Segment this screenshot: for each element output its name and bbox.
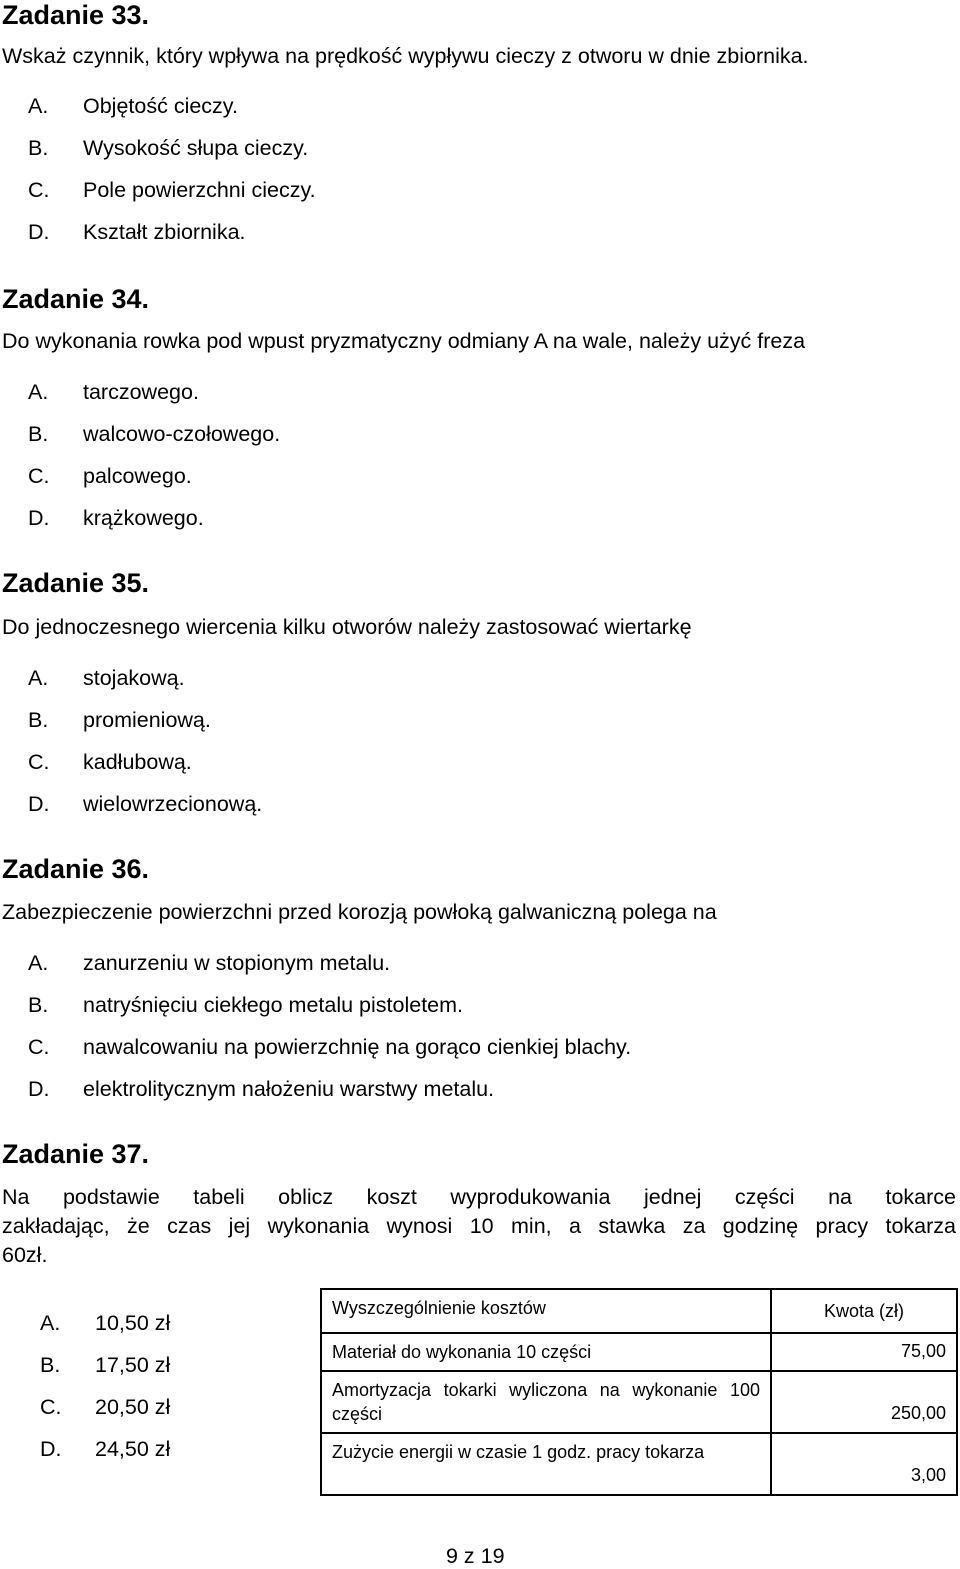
option-letter: D.	[28, 220, 50, 244]
task-35-question: Do jednoczesnego wiercenia kilku otworów należy zastosować wiertarkę	[2, 615, 692, 639]
question-line: Na podstawie tabeli oblicz koszt wyprodukowania jednej części na tokarce	[2, 1185, 956, 1209]
table-header-item: Wyszczególnienie kosztów	[321, 1289, 771, 1333]
task-34-title: Zadanie 34.	[2, 284, 150, 314]
option-letter: A.	[28, 94, 49, 118]
option-letter: D.	[28, 792, 50, 816]
option-letter: C.	[40, 1395, 62, 1419]
option-text: Kształt zbiornika.	[83, 220, 246, 244]
task-35-title: Zadanie 35.	[2, 568, 150, 598]
task-36-question: Zabezpieczenie powierzchni przed korozją powłoką galwaniczną polega na	[2, 900, 717, 924]
option-text: kadłubową.	[83, 750, 192, 774]
option-letter: B.	[28, 422, 49, 446]
option-letter: A.	[28, 380, 49, 404]
table-row	[321, 1371, 957, 1433]
option-text: palcowego.	[83, 464, 192, 488]
option-letter: C.	[28, 1035, 50, 1059]
table-row	[321, 1433, 957, 1495]
task-36-title: Zadanie 36.	[2, 854, 150, 884]
table-cell-item: Amortyzacja tokarki wyliczona na wykonanie 100 części	[321, 1371, 771, 1433]
table-cell-item: Materiał do wykonania 10 części	[321, 1333, 771, 1371]
table-row	[321, 1333, 957, 1371]
option-letter: B.	[28, 708, 49, 732]
option-text: zanurzeniu w stopionym metalu.	[83, 951, 391, 975]
option-text: 17,50 zł	[95, 1353, 171, 1377]
option-text: 20,50 zł	[95, 1395, 171, 1419]
option-text: tarczowego.	[83, 380, 199, 404]
option-text: 24,50 zł	[95, 1437, 171, 1461]
option-text: natryśnięciu ciekłego metalu pistoletem.	[83, 993, 464, 1017]
option-letter: C.	[28, 750, 50, 774]
task-37-question	[2, 1183, 956, 1270]
option-text: walcowo-czołowego.	[83, 422, 281, 446]
option-letter: D.	[40, 1437, 62, 1461]
option-letter: A.	[28, 951, 49, 975]
option-text: nawalcowaniu na powierzchnię na gorąco cienkiej blachy.	[83, 1035, 632, 1059]
option-text: Wysokość słupa cieczy.	[83, 136, 309, 160]
question-line: zakładając, że czas jej wykonania wynosi 10 min, a stawka za godzinę pracy tokarza	[2, 1214, 956, 1238]
table-cell-amount: 3,00	[771, 1433, 957, 1495]
option-text: 10,50 zł	[95, 1311, 171, 1335]
table-cell-amount: 75,00	[771, 1333, 957, 1371]
option-text: elektrolitycznym nałożeniu warstwy metalu.	[83, 1077, 495, 1101]
option-text: krążkowego.	[83, 506, 204, 530]
task-34-question: Do wykonania rowka pod wpust pryzmatyczny odmiany A na wale, należy użyć freza	[2, 329, 806, 353]
task-37-title: Zadanie 37.	[2, 1139, 150, 1169]
option-text: wielowrzecionową.	[83, 792, 263, 816]
option-letter: C.	[28, 464, 50, 488]
option-letter: C.	[28, 178, 50, 202]
cost-table	[320, 1288, 958, 1496]
option-letter: A.	[28, 666, 49, 690]
table-cell-amount: 250,00	[771, 1371, 957, 1433]
option-letter: B.	[28, 136, 49, 160]
table-header-row	[321, 1289, 957, 1333]
option-text: Pole powierzchni cieczy.	[83, 178, 316, 202]
page-number: 9 z 19	[446, 1544, 505, 1568]
option-letter: D.	[28, 1077, 50, 1101]
option-letter: B.	[40, 1353, 61, 1377]
task-33-title: Zadanie 33.	[2, 0, 150, 30]
question-line: 60zł.	[2, 1243, 48, 1267]
option-text: stojakową.	[83, 666, 185, 690]
option-text: promieniową.	[83, 708, 211, 732]
task-33-question: Wskaż czynnik, który wpływa na prędkość wypływu cieczy z otworu w dnie zbiornika.	[2, 44, 809, 68]
table-cell-item: Zużycie energii w czasie 1 godz. pracy tokarza	[321, 1433, 771, 1495]
table-header-amount: Kwota (zł)	[771, 1289, 957, 1333]
option-letter: B.	[28, 993, 49, 1017]
option-letter: A.	[40, 1311, 61, 1335]
option-text: Objętość cieczy.	[83, 94, 238, 118]
option-letter: D.	[28, 506, 50, 530]
